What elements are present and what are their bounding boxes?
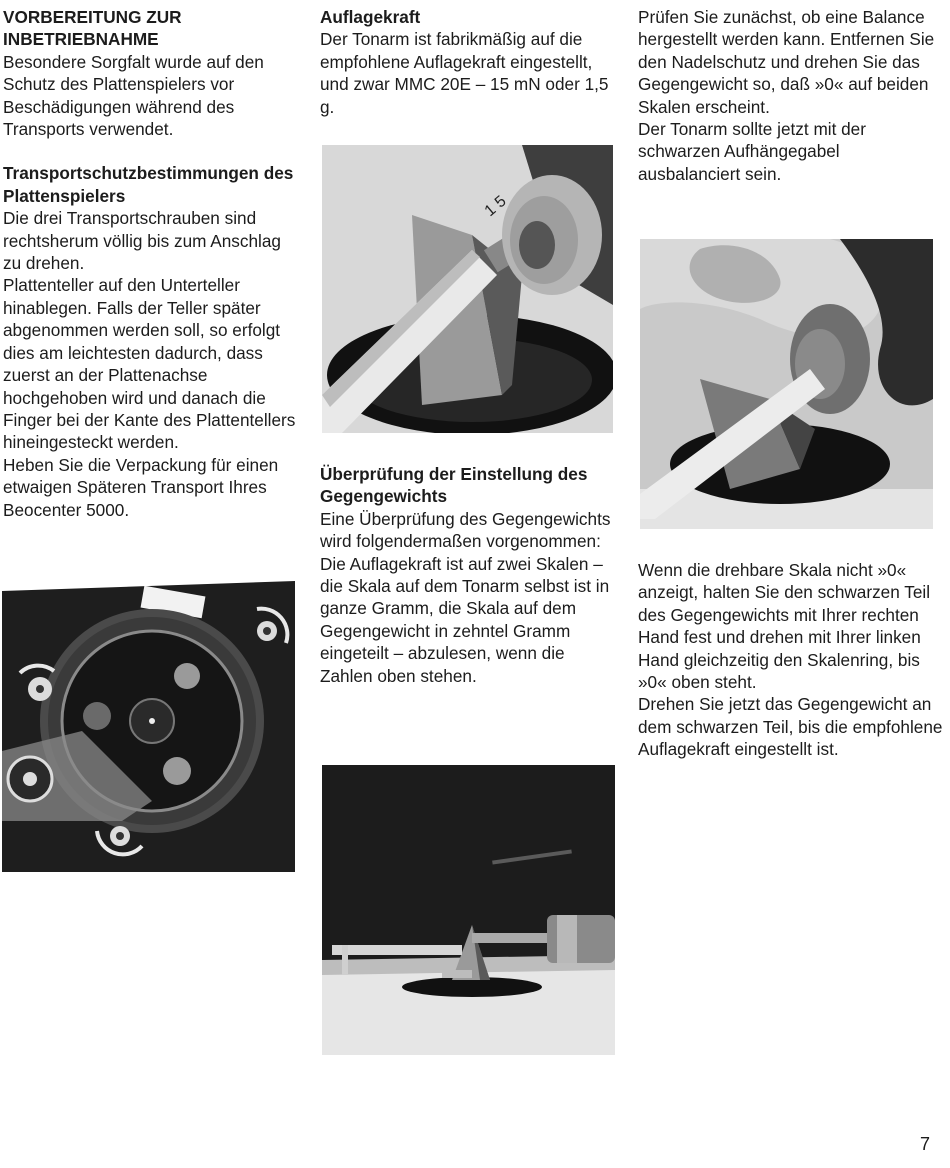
tonearm-side-photo <box>322 765 615 1055</box>
turntable-top-photo <box>2 581 295 872</box>
column-middle <box>320 6 620 118</box>
column-right-lower <box>638 559 944 761</box>
heading-preparation: VORBEREITUNG ZUR INBETRIEBNAHME <box>3 7 182 50</box>
paragraph-scale-ring: Wenn die drehbare Skala nicht »0« anzeigt, halten Sie den schwarzen Teil des Gegengewichts mit Ihrer rechten Hand fest und drehen mit Ihrer linken Hand gleichzeitig den Skalenring, bis »0« oben steht. <box>638 560 931 693</box>
paragraph-tracking-force: Der Tonarm ist fabrikmäßig auf die empfohlene Auflagekraft eingestellt, und zwar MMC 20E – 15 mN oder 1,5 g. <box>320 29 609 117</box>
hand-adjust-photo <box>640 239 933 529</box>
column-middle-lower <box>320 463 620 687</box>
paragraph-scales: Die Auflagekraft ist auf zwei Skalen – die Skala auf dem Tonarm selbst ist in ganze Gramm, die Skala auf dem Gegengewicht in zehntel Gramm eingeteilt – abzulesen, wenn die Zahlen oben stehen. <box>320 553 610 686</box>
paragraph-counterweight-intro: Eine Überprüfung des Gegengewichts wird folgendermaßen vorgenommen: <box>320 508 611 552</box>
heading-tracking-force: Auflagekraft <box>320 7 421 27</box>
paragraph-platter: Plattenteller auf den Unterteller hinablegen. Falls der Teller später abgenommen werden soll, so erfolgt dies am leichtesten dadurch, dass zuerst an der Plattenachse hochgehoben wird und danach die Finger bei der Kante des Plattentellers hineingesteckt werden. <box>3 275 296 453</box>
heading-transport-protection: Transportschutzbestimmungen des Plattenspielers <box>3 163 294 206</box>
column-right <box>638 6 944 185</box>
page-number: 7 <box>920 1134 931 1154</box>
hand-adjust-illustration <box>640 239 933 529</box>
tonearm-side-illustration <box>322 765 615 1055</box>
column-left <box>3 6 303 521</box>
paragraph-packaging: Heben Sie die Verpackung für einen etwaigen Späteren Transport Ihres Beocenter 5000. <box>3 454 279 520</box>
counterweight-closeup-photo <box>322 145 613 433</box>
paragraph-balance: Prüfen Sie zunächst, ob eine Balance hergestellt werden kann. Entfernen Sie den Nadelschutz und drehen Sie das Gegengewicht so, daß »0« auf beiden Skalen erscheint. <box>638 7 935 117</box>
turntable-top-illustration <box>2 581 295 872</box>
paragraph-fork: Der Tonarm sollte jetzt mit der schwarzen Aufhängegabel ausbalanciert sein. <box>638 119 866 184</box>
heading-counterweight-check: Überprüfung der Einstellung des Gegengewichts <box>320 464 588 507</box>
paragraph-care: Besondere Sorgfalt wurde auf den Schutz des Plattenspielers vor Beschädigungen während des Transports verwendet. <box>3 51 264 140</box>
paragraph-screws: Die drei Transportschrauben sind rechtsherum völlig bis zum Anschlag zu drehen. <box>3 208 281 274</box>
counterweight-closeup-illustration <box>322 145 613 433</box>
scale-marking: 1 5 <box>481 192 510 221</box>
paragraph-set-force: Drehen Sie jetzt das Gegengewicht an dem schwarzen Teil, bis die empfohlene Auflagekraft eingestellt ist. <box>638 694 943 760</box>
